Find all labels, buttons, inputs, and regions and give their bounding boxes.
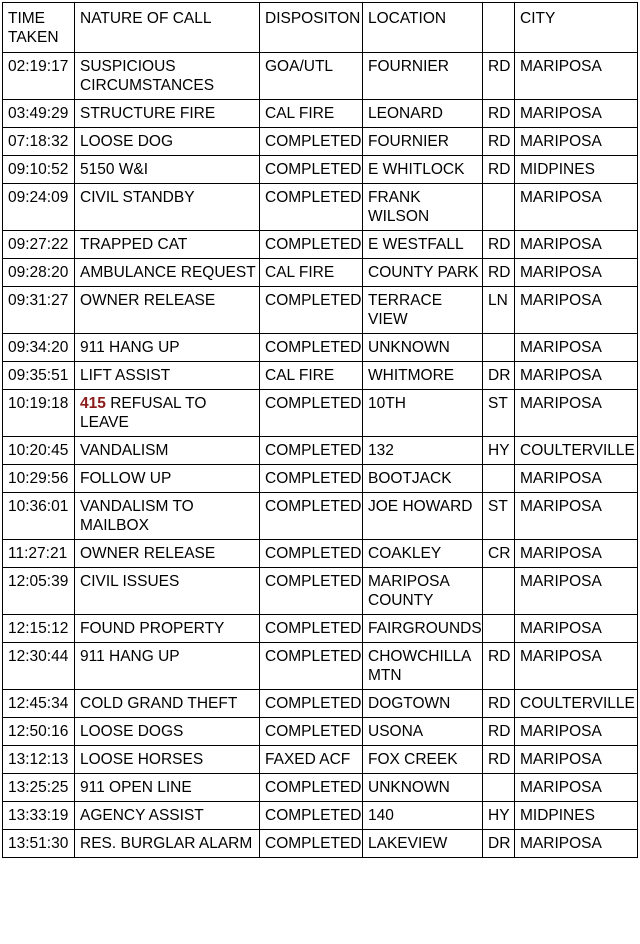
cell-street-suffix: CR <box>483 540 515 568</box>
cell-nature-of-call <box>75 802 260 830</box>
cell-disposition: COMPLETED <box>260 184 363 231</box>
cell-location: JOE HOWARD <box>363 493 483 540</box>
cell-disposition: COMPLETED <box>260 568 363 615</box>
cell-disposition: COMPLETED <box>260 231 363 259</box>
cell-disposition: COMPLETED <box>260 540 363 568</box>
cell-time-taken: 12:05:39 <box>3 568 75 615</box>
cell-disposition: COMPLETED <box>260 718 363 746</box>
nature-text: CIVIL STANDBY <box>80 189 195 206</box>
cell-city: MARIPOSA <box>515 231 638 259</box>
cell-location: USONA <box>363 718 483 746</box>
nature-text: VANDALISM TO MAILBOX <box>80 498 194 534</box>
cell-nature-of-call <box>75 287 260 334</box>
header-nature-of-call: NATURE OF CALL <box>75 3 260 53</box>
table-row <box>3 390 638 437</box>
cell-location: 10TH <box>363 390 483 437</box>
cell-nature-of-call <box>75 493 260 540</box>
table-row <box>3 128 638 156</box>
cell-disposition: COMPLETED <box>260 774 363 802</box>
header-location: LOCATION <box>363 3 483 53</box>
cell-time-taken: 03:49:29 <box>3 100 75 128</box>
cell-street-suffix: RD <box>483 690 515 718</box>
cell-disposition: CAL FIRE <box>260 259 363 287</box>
table-row <box>3 746 638 774</box>
cell-street-suffix: RD <box>483 156 515 184</box>
cell-street-suffix <box>483 334 515 362</box>
nature-text: 911 HANG UP <box>80 339 180 356</box>
table-row <box>3 334 638 362</box>
cell-city: MARIPOSA <box>515 53 638 100</box>
cell-nature-of-call <box>75 390 260 437</box>
cell-city: MIDPINES <box>515 802 638 830</box>
cell-disposition: COMPLETED <box>260 390 363 437</box>
cell-nature-of-call <box>75 568 260 615</box>
cell-nature-of-call <box>75 465 260 493</box>
table-row <box>3 53 638 100</box>
nature-text: RES. BURGLAR ALARM <box>80 835 253 852</box>
cell-location: FOX CREEK <box>363 746 483 774</box>
cell-city: MARIPOSA <box>515 540 638 568</box>
header-row <box>3 3 638 53</box>
cell-city: COULTERVILLE <box>515 690 638 718</box>
cell-time-taken: 09:35:51 <box>3 362 75 390</box>
cell-location: 132 <box>363 437 483 465</box>
cell-street-suffix <box>483 568 515 615</box>
cell-location: COAKLEY <box>363 540 483 568</box>
cell-city: MARIPOSA <box>515 830 638 858</box>
cell-disposition: COMPLETED <box>260 643 363 690</box>
cell-city: MARIPOSA <box>515 287 638 334</box>
cell-disposition: COMPLETED <box>260 437 363 465</box>
cell-nature-of-call <box>75 437 260 465</box>
cell-city: MARIPOSA <box>515 465 638 493</box>
cell-location: UNKNOWN <box>363 774 483 802</box>
call-log-body <box>3 3 638 858</box>
cell-street-suffix: ST <box>483 390 515 437</box>
cell-city: MARIPOSA <box>515 493 638 540</box>
cell-time-taken: 13:25:25 <box>3 774 75 802</box>
call-code: 415 <box>80 395 106 412</box>
cell-city: MARIPOSA <box>515 390 638 437</box>
cell-time-taken: 12:30:44 <box>3 643 75 690</box>
cell-disposition: COMPLETED <box>260 802 363 830</box>
cell-time-taken: 12:50:16 <box>3 718 75 746</box>
table-row <box>3 774 638 802</box>
table-row <box>3 259 638 287</box>
cell-disposition: CAL FIRE <box>260 100 363 128</box>
cell-nature-of-call <box>75 690 260 718</box>
header-time-taken: TIME TAKEN <box>3 3 75 53</box>
cell-city: MARIPOSA <box>515 643 638 690</box>
nature-text: FOUND PROPERTY <box>80 620 225 637</box>
cell-city: MARIPOSA <box>515 184 638 231</box>
cell-city: MARIPOSA <box>515 100 638 128</box>
cell-location: MARIPOSA COUNTY <box>363 568 483 615</box>
cell-disposition: COMPLETED <box>260 493 363 540</box>
cell-location: DOGTOWN <box>363 690 483 718</box>
cell-street-suffix: RD <box>483 259 515 287</box>
cell-street-suffix <box>483 184 515 231</box>
cell-city: MARIPOSA <box>515 334 638 362</box>
cell-location: FAIRGROUNDS <box>363 615 483 643</box>
cell-city: MARIPOSA <box>515 746 638 774</box>
cell-nature-of-call <box>75 540 260 568</box>
cell-nature-of-call <box>75 231 260 259</box>
nature-text: LOOSE DOG <box>80 133 174 150</box>
cell-location: FOURNIER <box>363 53 483 100</box>
cell-disposition: COMPLETED <box>260 287 363 334</box>
cell-time-taken: 13:12:13 <box>3 746 75 774</box>
nature-text: 911 OPEN LINE <box>80 779 192 796</box>
table-row <box>3 718 638 746</box>
cell-time-taken: 07:18:32 <box>3 128 75 156</box>
cell-disposition: COMPLETED <box>260 334 363 362</box>
cell-location: WHITMORE <box>363 362 483 390</box>
cell-city: COULTERVILLE <box>515 437 638 465</box>
header-disposition: DISPOSITON <box>260 3 363 53</box>
table-row <box>3 643 638 690</box>
nature-text: LIFT ASSIST <box>80 367 171 384</box>
cell-street-suffix: RD <box>483 53 515 100</box>
nature-text: FOLLOW UP <box>80 470 172 487</box>
cell-city: MARIPOSA <box>515 774 638 802</box>
cell-nature-of-call <box>75 774 260 802</box>
cell-location: LAKEVIEW <box>363 830 483 858</box>
cell-street-suffix: LN <box>483 287 515 334</box>
cell-street-suffix: RD <box>483 718 515 746</box>
nature-text: 5150 W&I <box>80 161 149 178</box>
table-row <box>3 615 638 643</box>
table-row <box>3 830 638 858</box>
cell-location: FOURNIER <box>363 128 483 156</box>
cell-time-taken: 09:31:27 <box>3 287 75 334</box>
nature-text: SUSPICIOUS CIRCUMSTANCES <box>80 58 215 94</box>
cell-time-taken: 02:19:17 <box>3 53 75 100</box>
cell-street-suffix: HY <box>483 802 515 830</box>
cell-city: MARIPOSA <box>515 718 638 746</box>
cell-location: BOOTJACK <box>363 465 483 493</box>
cell-street-suffix <box>483 774 515 802</box>
cell-location: UNKNOWN <box>363 334 483 362</box>
table-row <box>3 540 638 568</box>
table-row <box>3 802 638 830</box>
cell-street-suffix: RD <box>483 231 515 259</box>
nature-text: CIVIL ISSUES <box>80 573 180 590</box>
nature-text: COLD GRAND THEFT <box>80 695 238 712</box>
cell-time-taken: 10:19:18 <box>3 390 75 437</box>
cell-location: E WESTFALL <box>363 231 483 259</box>
header-city: CITY <box>515 3 638 53</box>
cell-city: MARIPOSA <box>515 128 638 156</box>
call-log-table <box>2 2 638 858</box>
cell-city: MARIPOSA <box>515 615 638 643</box>
cell-street-suffix: RD <box>483 128 515 156</box>
cell-disposition: CAL FIRE <box>260 362 363 390</box>
table-row <box>3 493 638 540</box>
nature-text: LOOSE DOGS <box>80 723 184 740</box>
cell-city: MARIPOSA <box>515 362 638 390</box>
nature-text: VANDALISM <box>80 442 169 459</box>
cell-city: MIDPINES <box>515 156 638 184</box>
cell-location: FRANK WILSON <box>363 184 483 231</box>
table-row <box>3 100 638 128</box>
cell-street-suffix: RD <box>483 746 515 774</box>
table-row <box>3 568 638 615</box>
cell-street-suffix: RD <box>483 643 515 690</box>
cell-street-suffix: ST <box>483 493 515 540</box>
cell-time-taken: 13:51:30 <box>3 830 75 858</box>
cell-time-taken: 09:10:52 <box>3 156 75 184</box>
cell-disposition: COMPLETED <box>260 465 363 493</box>
nature-text: OWNER RELEASE <box>80 545 216 562</box>
table-row <box>3 437 638 465</box>
nature-text: AGENCY ASSIST <box>80 807 204 824</box>
cell-disposition: FAXED ACF <box>260 746 363 774</box>
cell-time-taken: 13:33:19 <box>3 802 75 830</box>
cell-disposition: COMPLETED <box>260 690 363 718</box>
cell-nature-of-call <box>75 53 260 100</box>
nature-text: AMBULANCE REQUEST <box>80 264 256 281</box>
cell-time-taken: 11:27:21 <box>3 540 75 568</box>
cell-nature-of-call <box>75 718 260 746</box>
cell-disposition: GOA/UTL <box>260 53 363 100</box>
nature-text: REFUSAL TO LEAVE <box>80 395 207 431</box>
cell-nature-of-call <box>75 643 260 690</box>
cell-time-taken: 10:29:56 <box>3 465 75 493</box>
cell-location: 140 <box>363 802 483 830</box>
nature-text: STRUCTURE FIRE <box>80 105 216 122</box>
cell-street-suffix: DR <box>483 362 515 390</box>
table-row <box>3 184 638 231</box>
cell-disposition: COMPLETED <box>260 128 363 156</box>
cell-location: COUNTY PARK <box>363 259 483 287</box>
cell-street-suffix <box>483 615 515 643</box>
nature-text: 911 HANG UP <box>80 648 180 665</box>
cell-disposition: COMPLETED <box>260 830 363 858</box>
cell-nature-of-call <box>75 746 260 774</box>
cell-location: E WHITLOCK <box>363 156 483 184</box>
cell-nature-of-call <box>75 830 260 858</box>
cell-nature-of-call <box>75 184 260 231</box>
cell-street-suffix: HY <box>483 437 515 465</box>
table-row <box>3 156 638 184</box>
cell-time-taken: 10:36:01 <box>3 493 75 540</box>
table-row <box>3 362 638 390</box>
cell-disposition: COMPLETED <box>260 156 363 184</box>
cell-time-taken: 09:34:20 <box>3 334 75 362</box>
cell-nature-of-call <box>75 100 260 128</box>
table-row <box>3 465 638 493</box>
cell-time-taken: 09:24:09 <box>3 184 75 231</box>
cell-nature-of-call <box>75 615 260 643</box>
cell-street-suffix: RD <box>483 100 515 128</box>
cell-time-taken: 12:15:12 <box>3 615 75 643</box>
nature-text: LOOSE HORSES <box>80 751 204 768</box>
table-row <box>3 690 638 718</box>
cell-disposition: COMPLETED <box>260 615 363 643</box>
cell-city: MARIPOSA <box>515 568 638 615</box>
cell-location: TERRACE VIEW <box>363 287 483 334</box>
table-row <box>3 287 638 334</box>
cell-nature-of-call <box>75 334 260 362</box>
cell-time-taken: 09:27:22 <box>3 231 75 259</box>
nature-text: TRAPPED CAT <box>80 236 188 253</box>
cell-time-taken: 10:20:45 <box>3 437 75 465</box>
cell-time-taken: 12:45:34 <box>3 690 75 718</box>
cell-time-taken: 09:28:20 <box>3 259 75 287</box>
cell-location: LEONARD <box>363 100 483 128</box>
cell-city: MARIPOSA <box>515 259 638 287</box>
header-suffix <box>483 3 515 53</box>
nature-text: OWNER RELEASE <box>80 292 216 309</box>
cell-nature-of-call <box>75 128 260 156</box>
table-row <box>3 231 638 259</box>
cell-street-suffix: DR <box>483 830 515 858</box>
cell-nature-of-call <box>75 156 260 184</box>
cell-nature-of-call <box>75 259 260 287</box>
cell-street-suffix <box>483 465 515 493</box>
cell-location: CHOWCHILLA MTN <box>363 643 483 690</box>
cell-nature-of-call <box>75 362 260 390</box>
